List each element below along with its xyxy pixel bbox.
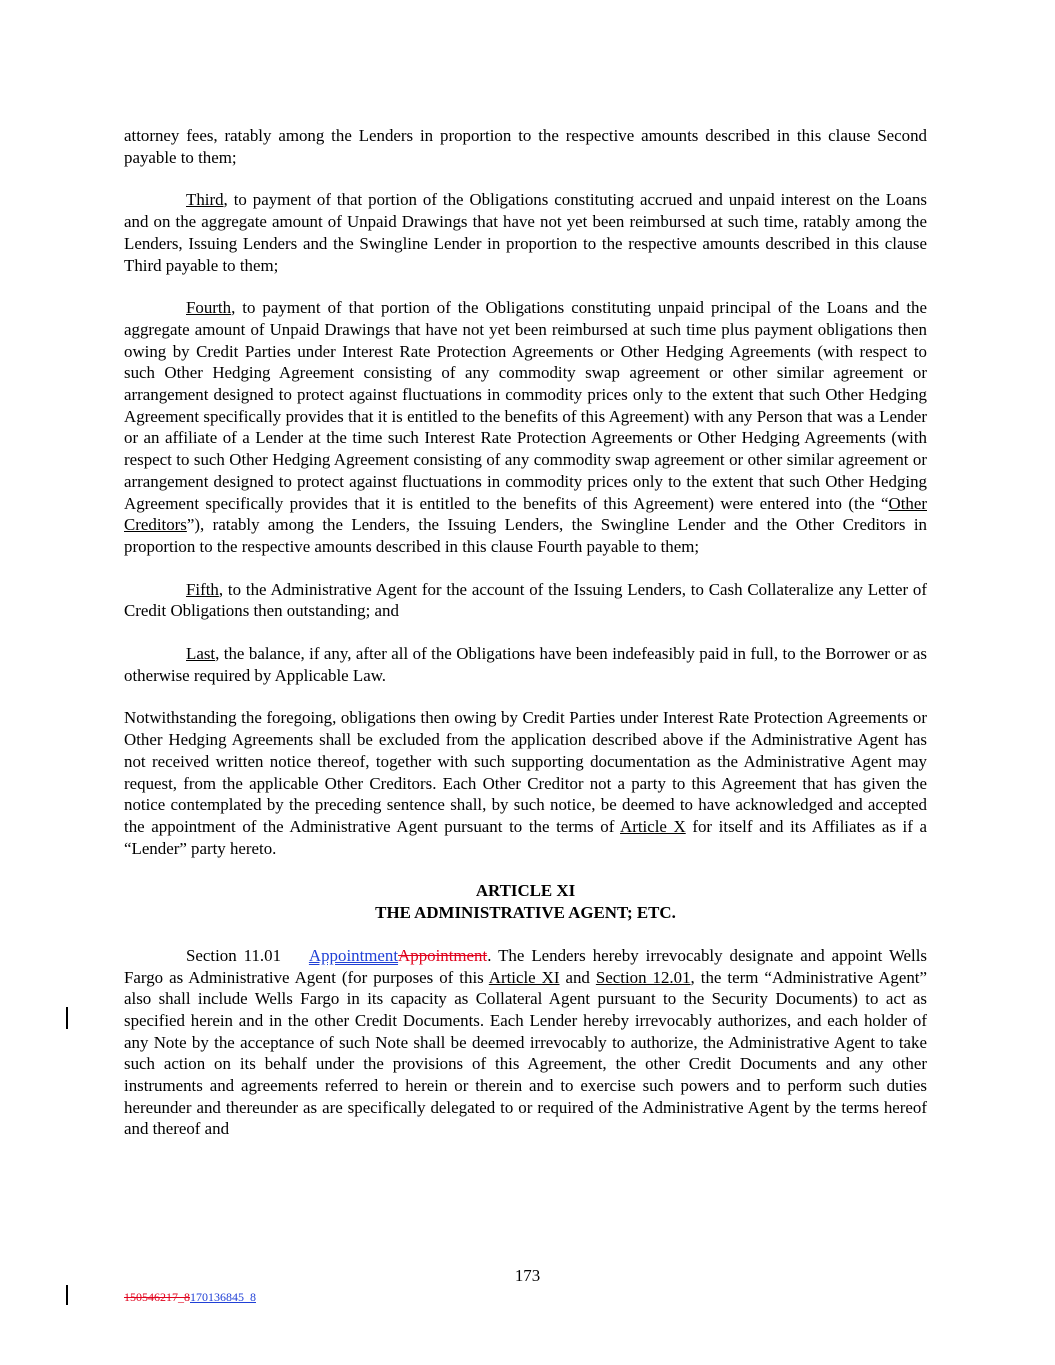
notwithstanding-text-a: Notwithstanding the foregoing, obligations then owing by Credit Parties under Interest Rate Protection Agreements or Other Hedging Agreements shall be excluded from the application described above if the Administrative Agent has not received written notice thereof, together with such supporting documentation as the Administrative Agent may request, from the applicable Other Creditors. Each Other Creditor not a party to this Agreement that has given the notice contemplated by the preceding sentence shall, by such notice, be deemed to have acknowledged and accepted the appointment of the Administrative Agent pursuant to the terms of bbox=[124, 708, 927, 836]
section-text-b: , the term “Administrative Agent” also shall include Wells Fargo in its capacity as Collateral Agent pursuant to the Security Documents) to act as specified herein and in the other Credit Documents. Each Lender hereby irrevocably authorizes, and each holder of any Note by the acceptance of such Note shall be deemed irrevocably to authorize, the Administrative Agent to take such action on its behalf under the provisions of this Agreement, the other Credit Documents and any other instruments and agreements referred to herein or therein and to exercise such powers and to perform such duties hereunder and thereunder as are specifically delegated to or required of the Administrative Agent by the terms hereof and thereof and bbox=[124, 967, 927, 1139]
clause-text-fourth-b: ”), ratably among the Lenders, the Issuing Lenders, the Swingline Lender and the Other Creditors in proportion to the respective amounts described in this clause Fourth payable to them; bbox=[124, 515, 927, 556]
clause-text-fourth-a: , to payment of that portion of the Obligations constituting unpaid principal of the Loans and the aggregate amount of Unpaid Drawings that have not yet been reimbursed at such time plus payment obligations then owing by Credit Parties under Interest Rate Protection Agreements or Other Hedging Agreements (with respect to such Other Hedging Agreement consisting of any commodity swap agreement or other similar agreement or arrangement designed to protect against fluctuations in commodity prices only to the extent that such Other Hedging Agreement specifically provides that it is entitled to the benefits of this Agreement) with any Person that was a Lender or an affiliate of a Lender at the time such Interest Rate Protection Agreements or Other Hedging Agreements (with respect to such Other Hedging Agreement consisting of any commodity swap agreement or other similar agreement or arrangement designed to protect against fluctuations in commodity prices only to the extent that such Other Hedging Agreement specifically provides that it is entitled to the benefits of this Agreement) were entered into (the “ bbox=[124, 298, 927, 513]
document-id bbox=[124, 1290, 256, 1305]
paragraph-third bbox=[124, 189, 927, 276]
clause-label-fifth: Fifth bbox=[186, 579, 219, 599]
cross-ref-article-x: Article X bbox=[620, 816, 686, 836]
document-page bbox=[124, 125, 927, 1161]
page-number: 173 bbox=[514, 1266, 541, 1285]
change-bar-section bbox=[66, 1007, 68, 1029]
article-heading bbox=[124, 880, 927, 923]
cross-ref-article-xi: Article XI bbox=[488, 967, 560, 987]
paragraph-fifth bbox=[124, 579, 927, 622]
notwithstanding-text-b: for itself and its Affiliates as if a “Lender” party hereto. bbox=[124, 816, 927, 858]
clause-label-fourth: Fourth bbox=[186, 298, 232, 318]
paragraph-notwithstanding bbox=[124, 707, 927, 859]
article-title: THE ADMINISTRATIVE AGENT; ETC. bbox=[375, 903, 676, 923]
clause-text-last: , the balance, if any, after all of the Obligations have been indefeasibly paid in full, to the Borrower or as otherwise required by Applicable Law. bbox=[124, 644, 927, 685]
section-heading-deleted: Appointment bbox=[398, 945, 488, 965]
clause-label-third: Third bbox=[186, 190, 224, 210]
section-text-a: The Lenders hereby irrevocably designate and appoint Wells Fargo as Administrative Agent (for purposes of this bbox=[124, 945, 927, 987]
change-bar-footer bbox=[66, 1285, 68, 1305]
paragraph-fourth bbox=[124, 297, 927, 557]
clause-text-third: , to payment of that portion of the Obligations constituting accrued and unpaid interest on the Loans and on the aggregate amount of Unpaid Drawings that have not yet been reimbursed at such time, ratably among the Lenders, Issuing Lenders and the Swingline Lender in proportion to the respective amounts described in this clause Third payable to them; bbox=[124, 190, 927, 275]
section-number: Section 11.01 bbox=[186, 945, 282, 965]
clause-text-fifth: , to the Administrative Agent for the account of the Issuing Lenders, to Cash Collateralize any Letter of Credit Obligations then outstanding; and bbox=[124, 579, 927, 621]
article-number: ARTICLE XI bbox=[475, 881, 576, 901]
section-11-01 bbox=[124, 945, 927, 1140]
doc-id-deleted: 150546217_8 bbox=[124, 1290, 190, 1304]
doc-id-inserted: 170136845_8 bbox=[190, 1290, 256, 1304]
section-heading-period: . bbox=[487, 945, 492, 965]
cross-ref-section-12-01: Section 12.01 bbox=[595, 967, 691, 987]
clause-label-last: Last bbox=[186, 644, 216, 664]
paragraph-second-continued: attorney fees, ratably among the Lenders in proportion to the respective amounts described in this clause Second payable to them; bbox=[124, 126, 927, 167]
section-heading-inserted: Appointment bbox=[308, 945, 399, 965]
defined-term-other-creditors: Other Creditors bbox=[124, 493, 927, 535]
paragraph-last bbox=[124, 643, 927, 686]
section-text-and: and bbox=[559, 967, 596, 987]
